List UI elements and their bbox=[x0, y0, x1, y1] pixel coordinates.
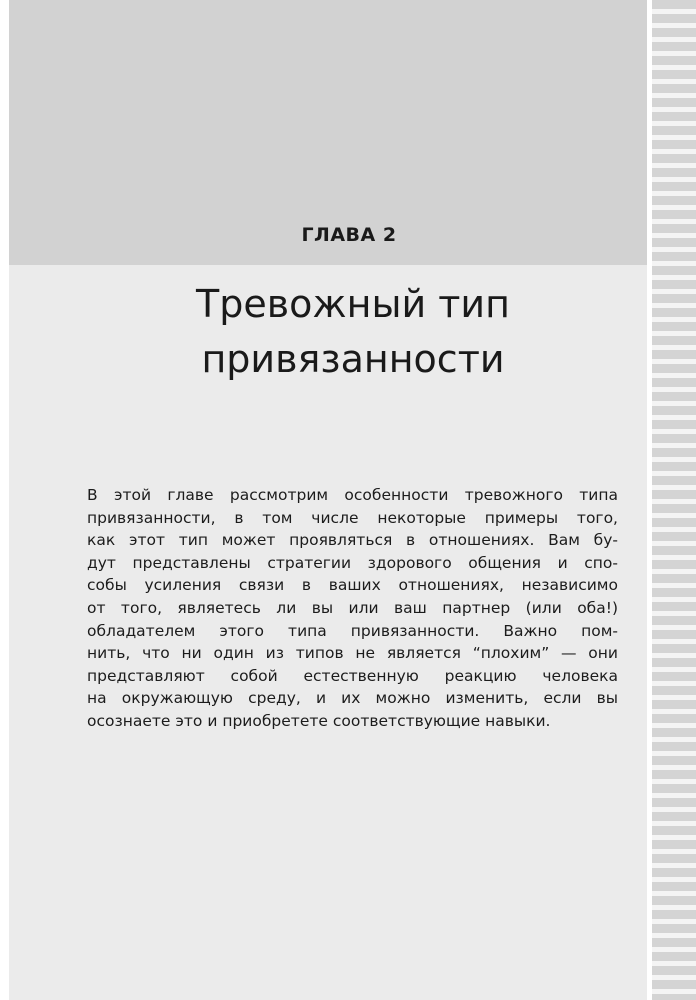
page-edge-strip bbox=[652, 0, 696, 1000]
chapter-title bbox=[9, 277, 696, 387]
paragraph-line: привязанности, в том числе некоторые примеры того, bbox=[87, 508, 618, 527]
paragraph-line: представляют собой естественную реакцию человека bbox=[87, 666, 618, 685]
paragraph-line: обладателем этого типа привязанности. Важно пом- bbox=[87, 621, 618, 640]
chapter-title-line: привязанности bbox=[201, 337, 505, 381]
paragraph-line: осознаете это и приобретете соответствующие навыки. bbox=[87, 711, 551, 730]
chapter-title-line: Тревожный тип bbox=[196, 282, 510, 326]
paragraph-line: как этот тип может проявляться в отношениях. Вам бу- bbox=[87, 531, 618, 550]
paragraph-line: от того, являетесь ли вы или ваш партнер (или оба!) bbox=[87, 598, 618, 617]
paragraph-line: нить, что ни один из типов не является “плохим” — они bbox=[87, 644, 618, 663]
paragraph-line: на окружающую среду, и их можно изменить, если вы bbox=[87, 689, 618, 708]
chapter-label: ГЛАВА 2 bbox=[301, 224, 397, 246]
paragraph-line: дут представлены стратегии здорового общения и спо- bbox=[87, 553, 618, 572]
paragraph-line: В этой главе рассмотрим особенности тревожного типа bbox=[87, 486, 618, 504]
paragraph-line: собы усиления связи в ваших отношениях, независимо bbox=[87, 576, 618, 595]
chapter-intro-paragraph bbox=[87, 484, 618, 733]
